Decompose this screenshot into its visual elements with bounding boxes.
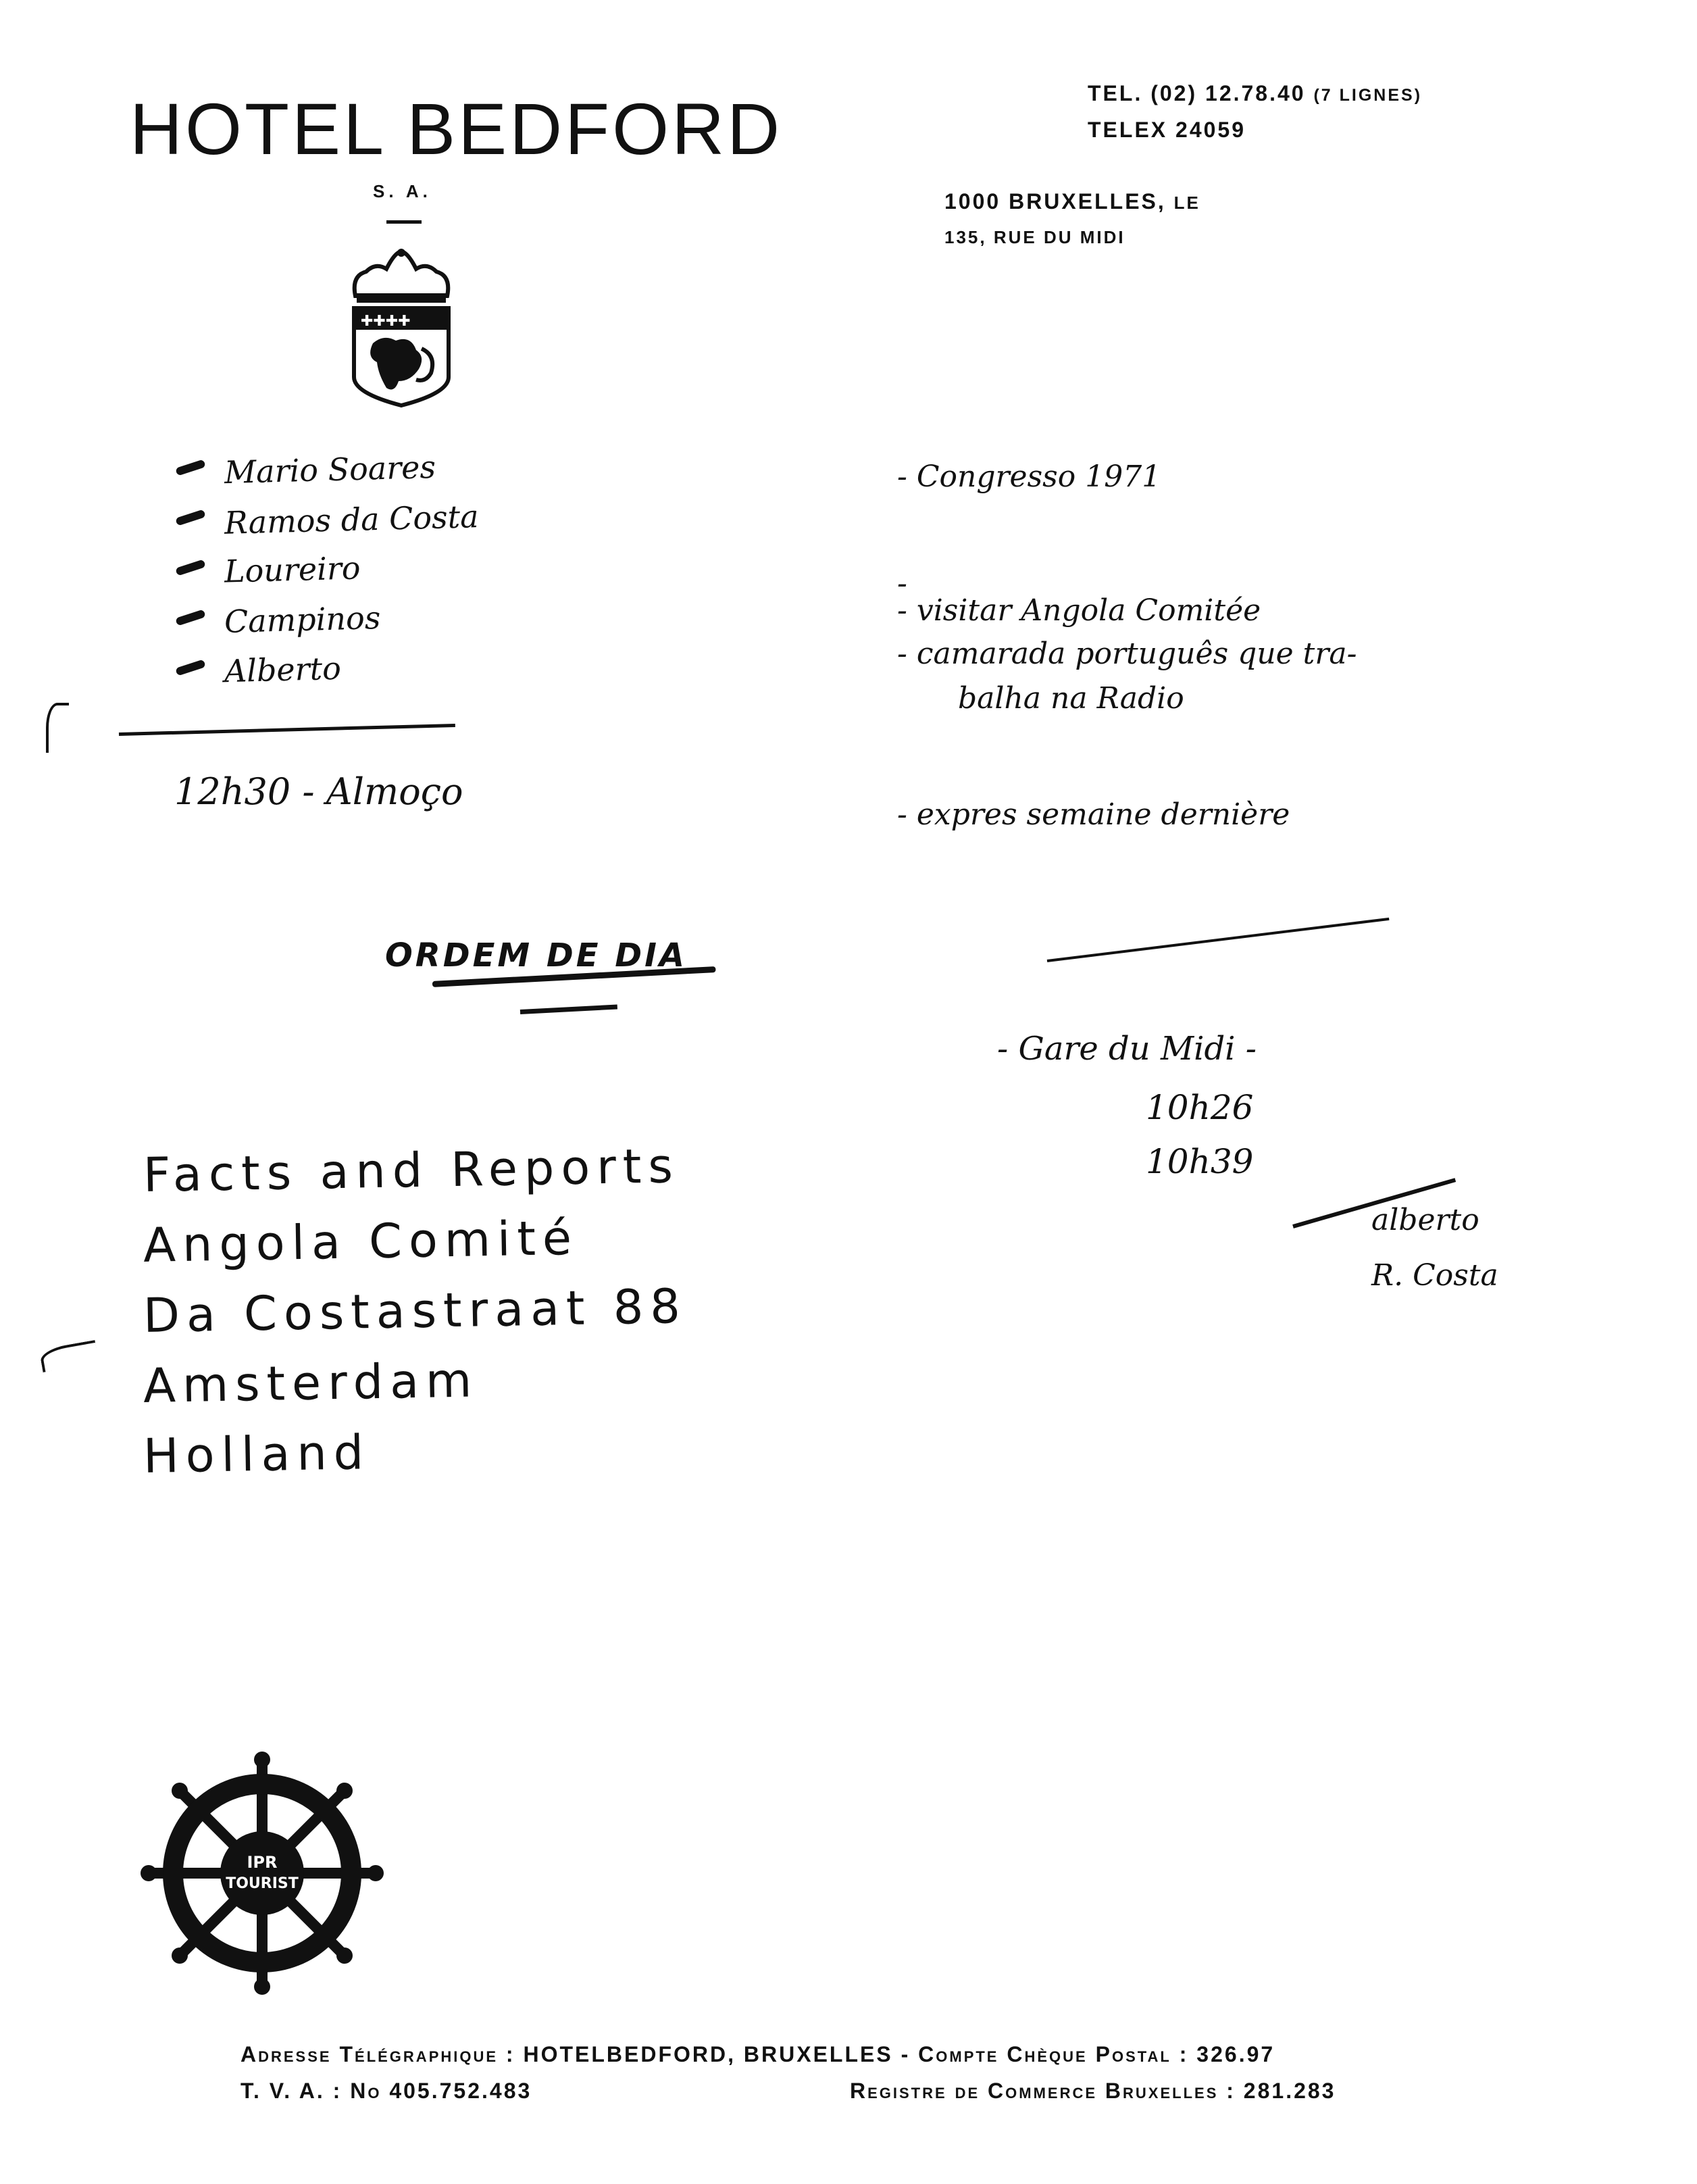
bullet-mark (175, 609, 206, 626)
signature: R. Costa (1371, 1258, 1498, 1293)
crest-logo (346, 249, 457, 408)
wheel-label: IPR (247, 1853, 278, 1872)
footer-vat: T. V. A. : No 405.752.483 (240, 2079, 532, 2103)
note-line: balha na Radio (958, 681, 1184, 716)
telephone (1088, 81, 1422, 106)
bullet-mark (175, 509, 206, 526)
divider (119, 724, 455, 736)
list-item (176, 651, 479, 701)
station-name: - Gare du Midi - (997, 1030, 1257, 1068)
train-time: 10h39 (1146, 1142, 1254, 1181)
bullet-mark (175, 559, 206, 576)
divider (386, 220, 422, 224)
divider (1047, 918, 1390, 962)
address-line: Holland (143, 1424, 371, 1485)
address-line: Amsterdam (143, 1352, 479, 1414)
telephone-number: TEL. (02) 12.78.40 (1088, 81, 1306, 105)
lunch-time: 12h30 - Almoço (174, 770, 463, 813)
bullet-mark (175, 659, 206, 676)
attendee-name: Loureiro (224, 549, 361, 590)
attendee-name: Alberto (224, 649, 342, 690)
note-line: - (897, 566, 907, 601)
list-item (176, 448, 479, 501)
telephone-lines: (7 LIGNES) (1313, 86, 1423, 105)
list-item (176, 551, 479, 601)
address-line: Da Costastraat 88 (143, 1278, 688, 1344)
contact-address (143, 1135, 687, 1487)
train-time: 10h26 (1146, 1088, 1254, 1127)
address-line: Angola Comité (143, 1210, 579, 1274)
note-line: - Congresso 1971 (897, 460, 1161, 494)
signature: alberto (1371, 1203, 1479, 1237)
attendee-name: Ramos da Costa (224, 498, 480, 541)
bullet-mark (175, 459, 206, 476)
footer-line: Adresse Télégraphique : HOTELBEDFORD, BRUXELLES - Compte Chèque Postal : 326.97 (240, 2042, 1275, 2066)
note-line: - expres semaine dernière (897, 797, 1290, 832)
note-line: - visitar Angola Comitée (897, 593, 1261, 628)
wheel-label: TOURIST (226, 1875, 299, 1892)
city: 1000 BRUXELLES, (944, 189, 1166, 214)
note-line: - camarada português que tra- (897, 637, 1357, 671)
ship-wheel-logo (141, 1752, 384, 1995)
hotel-name: HOTEL BEDFORD (130, 88, 783, 170)
list-item (176, 601, 479, 651)
agenda-heading: ORDEM DE DIA (385, 937, 688, 974)
city-line (944, 189, 1200, 214)
svg-text:✚✚✚✚: ✚✚✚✚ (361, 313, 411, 330)
attendee-list (176, 448, 480, 701)
street-address: 135, RUE DU MIDI (944, 227, 1125, 247)
attendee-name: Mario Soares (224, 448, 436, 491)
stray-mark (46, 703, 69, 753)
heading-underline (520, 1004, 617, 1014)
address-line: Facts and Reports (143, 1138, 680, 1203)
telex: TELEX 24059 (1088, 118, 1246, 142)
attendee-name: Campinos (224, 599, 381, 641)
stray-mark (39, 1340, 99, 1372)
list-item (176, 498, 480, 551)
company-form: S. A. (373, 181, 432, 201)
footer-registry: Registre de Commerce Bruxelles : 281.283 (850, 2079, 1336, 2103)
date-prefix: LE (1173, 193, 1200, 213)
